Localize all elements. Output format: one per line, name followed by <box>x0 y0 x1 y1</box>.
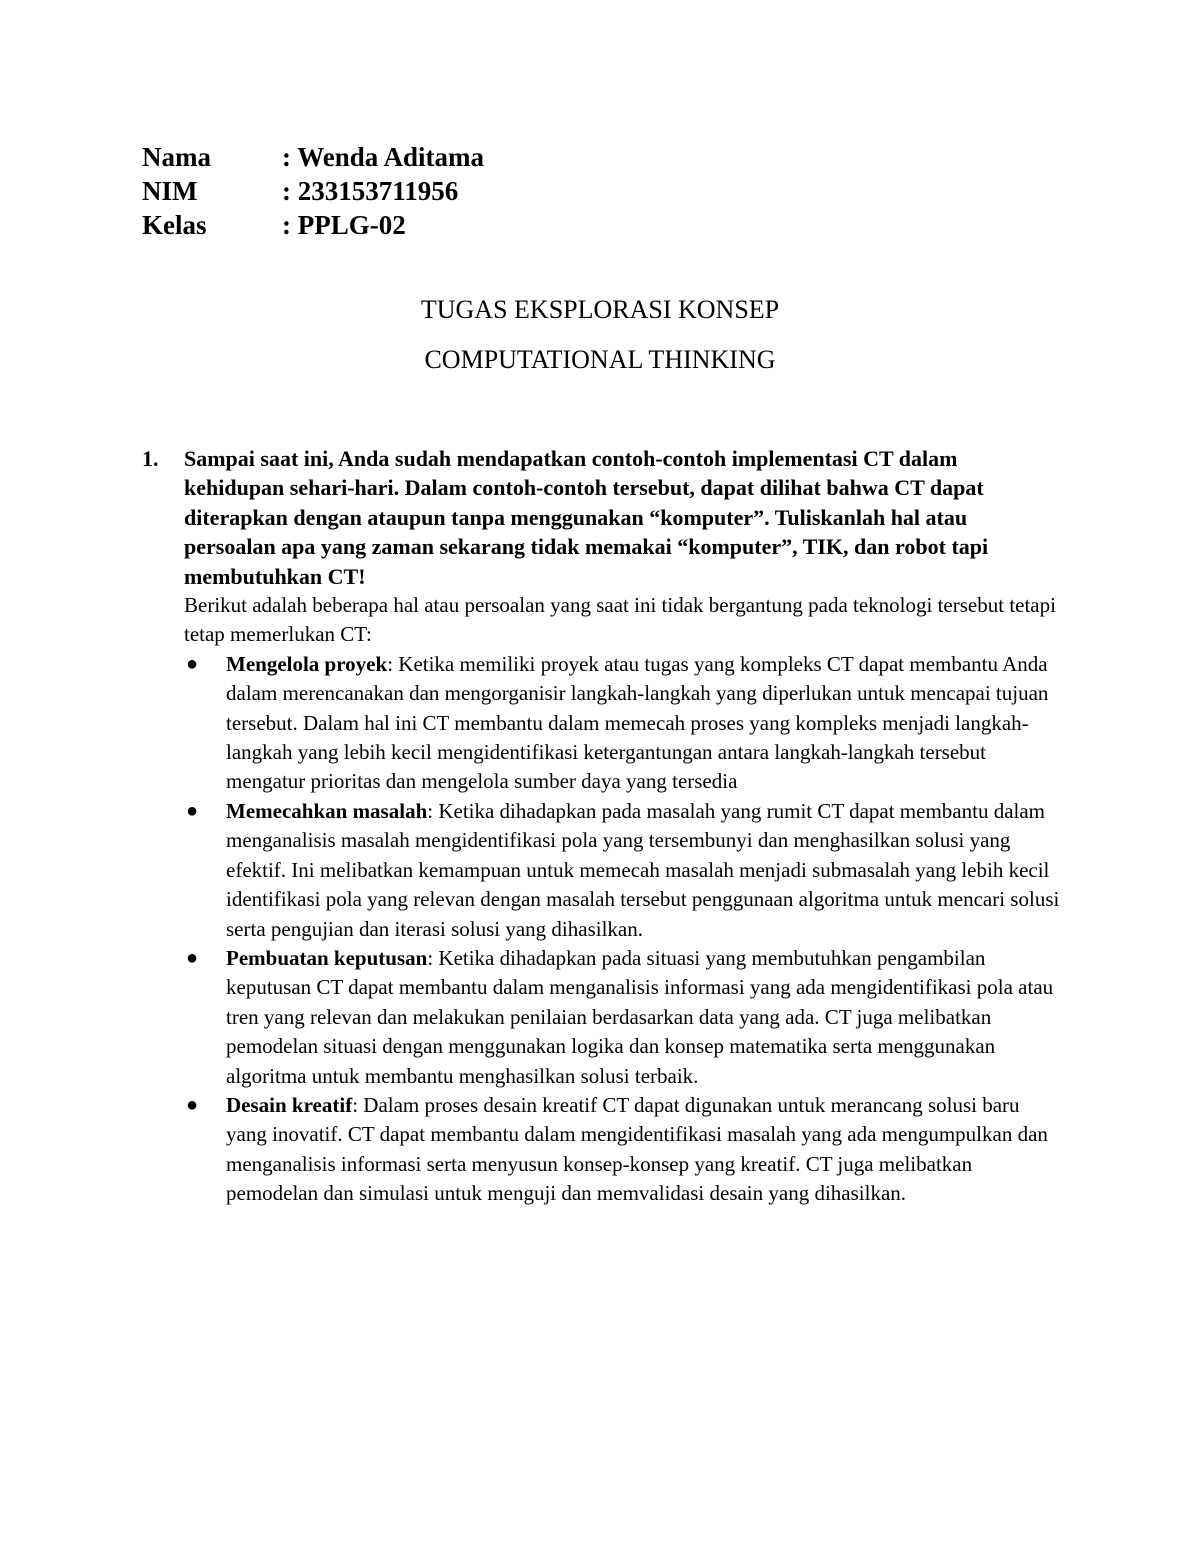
bullet-icon: ● <box>186 799 199 822</box>
list-item <box>186 1091 1062 1209</box>
identity-row-nim <box>142 174 484 208</box>
list-item <box>186 650 1062 797</box>
question-1 <box>142 444 1062 1209</box>
answer-bullet-list <box>142 650 1062 1209</box>
identity-value: : PPLG-02 <box>282 210 406 240</box>
bullet-description: : Dalam proses desain kreatif CT dapat digunakan untuk merancang solusi baru yang inovatif. CT dapat membantu dalam mengidentifikasi masalah yang ada mengumpulkan dan menganalisis informasi serta menyusun konsep-konsep yang kreatif. CT juga melibatkan pemodelan dan simulasi untuk menguji dan memvalidasi desain yang dihasilkan. <box>226 1092 1048 1206</box>
bullet-description: : Ketika dihadapkan pada situasi yang membutuhkan pengambilan keputusan CT dapat membantu dalam menganalisis informasi yang ada mengidentifikasi pola atau tren yang relevan dan melakukan penilaian berdasarkan data yang ada. CT juga melibatkan pemodelan situasi dengan menggunakan logika dan konsep matematika serta menggunakan algoritma untuk membantu menghasilkan solusi terbaik. <box>226 945 1054 1088</box>
identity-label: Nama <box>142 142 211 172</box>
bullet-icon: ● <box>186 1093 199 1116</box>
question-number: 1. <box>142 446 159 471</box>
document-title-line-1: TUGAS EKSPLORASI KONSEP <box>420 295 780 324</box>
bullet-icon: ● <box>186 652 199 675</box>
identity-value: : 233153711956 <box>282 176 459 206</box>
bullet-icon: ● <box>186 946 199 969</box>
bullet-description: : Ketika dihadapkan pada masalah yang rumit CT dapat membantu dalam menganalisis masalah mengidentifikasi pola yang tersembunyi dan menghasilkan solusi yang efektif. Ini melibatkan kemampuan untuk memecah masalah menjadi submasalah yang lebih kecil identifikasi pola yang relevan dengan masalah tersebut penggunaan algoritma untuk mencari solusi serta pengujian dan iterasi solusi yang dihasilkan. <box>226 798 1060 941</box>
list-item <box>186 797 1062 944</box>
identity-label: NIM <box>142 176 198 206</box>
identity-block <box>142 140 484 242</box>
list-item <box>186 944 1062 1091</box>
identity-row-name <box>142 140 484 174</box>
bullet-term: Desain kreatif <box>226 1092 353 1117</box>
question-text: Sampai saat ini, Anda sudah mendapatkan contoh-contoh implementasi CT dalam kehidupan sehari-hari. Dalam contoh-contoh tersebut, dapat dilihat bahwa CT dapat diterapkan dengan ataupun tanpa menggunakan “komputer”. Tuliskanlah hal atau persoalan apa yang zaman sekarang tidak memakai “komputer”, TIK, dan robot tapi membutuhkan CT! <box>184 446 989 589</box>
bullet-term: Mengelola proyek <box>226 651 388 676</box>
identity-row-kelas <box>142 208 484 242</box>
bullet-description: : Ketika memiliki proyek atau tugas yang kompleks CT dapat membantu Anda dalam merencanakan dan mengorganisir langkah-langkah yang diperlukan untuk mencapai tujuan tersebut. Dalam hal ini CT membantu dalam memecah proses yang kompleks menjadi langkah-langkah yang lebih kecil mengidentifikasi ketergantungan antara langkah-langkah tersebut mengatur prioritas dan mengelola sumber daya yang tersedia <box>226 651 1049 794</box>
identity-value: : Wenda Aditama <box>282 142 485 172</box>
bullet-term: Pembuatan keputusan <box>226 945 428 970</box>
identity-label: Kelas <box>142 210 207 240</box>
document-title-line-2: COMPUTATIONAL THINKING <box>424 345 776 374</box>
bullet-term: Memecahkan masalah <box>226 798 428 823</box>
answer-intro: Berikut adalah beberapa hal atau persoalan yang saat ini tidak bergantung pada teknologi tersebut tetapi tetap memerlukan CT: <box>184 593 1056 647</box>
